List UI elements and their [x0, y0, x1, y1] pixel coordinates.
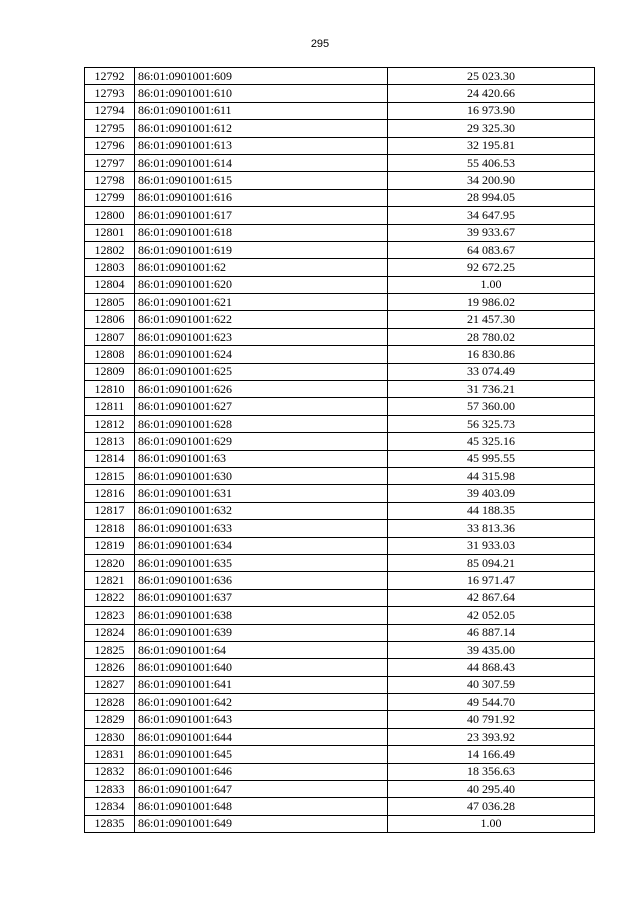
row-number-cell: 12805	[85, 294, 135, 311]
table-row	[85, 624, 595, 641]
row-number-cell: 12817	[85, 502, 135, 519]
cadastral-number-cell: 86:01:0901001:642	[135, 694, 388, 711]
row-number-cell: 12827	[85, 676, 135, 693]
table-row	[85, 433, 595, 450]
cadastral-number-cell: 86:01:0901001:624	[135, 346, 388, 363]
row-number-cell: 12814	[85, 450, 135, 467]
table-row	[85, 172, 595, 189]
table-row	[85, 120, 595, 137]
table-row	[85, 68, 595, 85]
table-row	[85, 381, 595, 398]
cadastral-number-cell: 86:01:0901001:616	[135, 189, 388, 206]
cadastral-number-cell: 86:01:0901001:636	[135, 572, 388, 589]
cadastral-number-cell: 86:01:0901001:635	[135, 554, 388, 571]
cadastral-value-cell: 49 544.70	[388, 694, 595, 711]
row-number-cell: 12824	[85, 624, 135, 641]
row-number-cell: 12798	[85, 172, 135, 189]
cadastral-number-cell: 86:01:0901001:649	[135, 815, 388, 832]
cadastral-value-cell: 55 406.53	[388, 154, 595, 171]
cadastral-number-cell: 86:01:0901001:615	[135, 172, 388, 189]
cadastral-number-cell: 86:01:0901001:640	[135, 659, 388, 676]
row-number-cell: 12806	[85, 311, 135, 328]
cadastral-number-cell: 86:01:0901001:612	[135, 120, 388, 137]
cadastral-number-cell: 86:01:0901001:632	[135, 502, 388, 519]
row-number-cell: 12815	[85, 467, 135, 484]
cadastral-number-cell: 86:01:0901001:648	[135, 798, 388, 815]
row-number-cell: 12797	[85, 154, 135, 171]
table-row	[85, 241, 595, 258]
row-number-cell: 12816	[85, 485, 135, 502]
cadastral-value-cell: 45 325.16	[388, 433, 595, 450]
cadastral-number-cell: 86:01:0901001:622	[135, 311, 388, 328]
table-row	[85, 485, 595, 502]
row-number-cell: 12820	[85, 554, 135, 571]
row-number-cell: 12810	[85, 381, 135, 398]
cadastral-number-cell: 86:01:0901001:613	[135, 137, 388, 154]
row-number-cell: 12792	[85, 68, 135, 85]
cadastral-value-cell: 47 036.28	[388, 798, 595, 815]
cadastral-number-cell: 86:01:0901001:618	[135, 224, 388, 241]
cadastral-value-cell: 40 295.40	[388, 781, 595, 798]
table-row	[85, 676, 595, 693]
cadastral-value-cell: 16 830.86	[388, 346, 595, 363]
cadastral-number-cell: 86:01:0901001:609	[135, 68, 388, 85]
table-row	[85, 502, 595, 519]
cadastral-number-cell: 86:01:0901001:620	[135, 276, 388, 293]
table-row	[85, 554, 595, 571]
cadastral-value-cell: 39 403.09	[388, 485, 595, 502]
cadastral-value-cell: 1.00	[388, 815, 595, 832]
cadastral-value-cell: 44 868.43	[388, 659, 595, 676]
row-number-cell: 12799	[85, 189, 135, 206]
cadastral-value-cell: 24 420.66	[388, 85, 595, 102]
table-row	[85, 363, 595, 380]
table-row	[85, 137, 595, 154]
cadastral-value-cell: 40 307.59	[388, 676, 595, 693]
row-number-cell: 12825	[85, 641, 135, 658]
cadastral-value-cell: 85 094.21	[388, 554, 595, 571]
cadastral-number-cell: 86:01:0901001:629	[135, 433, 388, 450]
row-number-cell: 12833	[85, 781, 135, 798]
table-row	[85, 641, 595, 658]
cadastral-value-cell: 19 986.02	[388, 294, 595, 311]
cadastral-number-cell: 86:01:0901001:627	[135, 398, 388, 415]
table-row	[85, 572, 595, 589]
row-number-cell: 12821	[85, 572, 135, 589]
row-number-cell: 12804	[85, 276, 135, 293]
table-row	[85, 781, 595, 798]
row-number-cell: 12793	[85, 85, 135, 102]
table-row	[85, 763, 595, 780]
table-row	[85, 467, 595, 484]
table-row	[85, 328, 595, 345]
cadastral-value-cell: 33 813.36	[388, 520, 595, 537]
cadastral-number-cell: 86:01:0901001:628	[135, 415, 388, 432]
cadastral-number-cell: 86:01:0901001:630	[135, 467, 388, 484]
table-row	[85, 224, 595, 241]
cadastral-value-cell: 32 195.81	[388, 137, 595, 154]
table-row	[85, 659, 595, 676]
table-row	[85, 311, 595, 328]
row-number-cell: 12794	[85, 102, 135, 119]
cadastral-value-cell: 1.00	[388, 276, 595, 293]
cadastral-value-cell: 16 971.47	[388, 572, 595, 589]
cadastral-value-cell: 64 083.67	[388, 241, 595, 258]
cadastral-value-cell: 33 074.49	[388, 363, 595, 380]
cadastral-value-cell: 39 933.67	[388, 224, 595, 241]
page-number: 295	[310, 38, 330, 50]
cadastral-value-cell: 42 052.05	[388, 607, 595, 624]
cadastral-number-cell: 86:01:0901001:647	[135, 781, 388, 798]
row-number-cell: 12803	[85, 259, 135, 276]
cadastral-value-cell: 44 188.35	[388, 502, 595, 519]
cadastral-number-cell: 86:01:0901001:617	[135, 207, 388, 224]
row-number-cell: 12807	[85, 328, 135, 345]
cadastral-value-cell: 92 672.25	[388, 259, 595, 276]
row-number-cell: 12808	[85, 346, 135, 363]
table-row	[85, 189, 595, 206]
cadastral-number-cell: 86:01:0901001:633	[135, 520, 388, 537]
row-number-cell: 12830	[85, 728, 135, 745]
cadastral-value-cell: 45 995.55	[388, 450, 595, 467]
cadastral-number-cell: 86:01:0901001:619	[135, 241, 388, 258]
table-row	[85, 398, 595, 415]
cadastral-number-cell: 86:01:0901001:643	[135, 711, 388, 728]
table-row	[85, 694, 595, 711]
table-row	[85, 728, 595, 745]
cadastral-value-cell: 34 647.95	[388, 207, 595, 224]
table-row	[85, 207, 595, 224]
cadastral-number-cell: 86:01:0901001:638	[135, 607, 388, 624]
table-body	[85, 68, 595, 833]
cadastral-value-cell: 25 023.30	[388, 68, 595, 85]
cadastral-number-cell: 86:01:0901001:644	[135, 728, 388, 745]
table-row	[85, 294, 595, 311]
cadastral-number-cell: 86:01:0901001:64	[135, 641, 388, 658]
cadastral-value-cell: 40 791.92	[388, 711, 595, 728]
cadastral-value-cell: 23 393.92	[388, 728, 595, 745]
table-row	[85, 450, 595, 467]
row-number-cell: 12809	[85, 363, 135, 380]
row-number-cell: 12813	[85, 433, 135, 450]
row-number-cell: 12832	[85, 763, 135, 780]
cadastral-number-cell: 86:01:0901001:63	[135, 450, 388, 467]
cadastral-number-cell: 86:01:0901001:646	[135, 763, 388, 780]
cadastral-value-cell: 16 973.90	[388, 102, 595, 119]
cadastral-number-cell: 86:01:0901001:611	[135, 102, 388, 119]
table-row	[85, 520, 595, 537]
table-row	[85, 537, 595, 554]
row-number-cell: 12834	[85, 798, 135, 815]
cadastral-value-cell: 18 356.63	[388, 763, 595, 780]
cadastral-value-cell: 39 435.00	[388, 641, 595, 658]
table-row	[85, 102, 595, 119]
table-row	[85, 607, 595, 624]
cadastral-value-cell: 28 994.05	[388, 189, 595, 206]
row-number-cell: 12796	[85, 137, 135, 154]
cadastral-value-cell: 42 867.64	[388, 589, 595, 606]
row-number-cell: 12829	[85, 711, 135, 728]
cadastral-value-cell: 56 325.73	[388, 415, 595, 432]
cadastral-value-cell: 14 166.49	[388, 746, 595, 763]
cadastral-number-cell: 86:01:0901001:641	[135, 676, 388, 693]
cadastral-value-cell: 44 315.98	[388, 467, 595, 484]
table-row	[85, 711, 595, 728]
cadastral-number-cell: 86:01:0901001:626	[135, 381, 388, 398]
row-number-cell: 12828	[85, 694, 135, 711]
cadastral-value-cell: 31 736.21	[388, 381, 595, 398]
table-row	[85, 746, 595, 763]
row-number-cell: 12812	[85, 415, 135, 432]
table-row	[85, 346, 595, 363]
row-number-cell: 12822	[85, 589, 135, 606]
table-row	[85, 798, 595, 815]
cadastral-value-cell: 28 780.02	[388, 328, 595, 345]
cadastral-number-cell: 86:01:0901001:637	[135, 589, 388, 606]
cadastral-value-cell: 31 933.03	[388, 537, 595, 554]
cadastral-value-cell: 29 325.30	[388, 120, 595, 137]
cadastral-number-cell: 86:01:0901001:639	[135, 624, 388, 641]
cadastral-number-cell: 86:01:0901001:625	[135, 363, 388, 380]
cadastral-number-cell: 86:01:0901001:634	[135, 537, 388, 554]
row-number-cell: 12823	[85, 607, 135, 624]
cadastral-number-cell: 86:01:0901001:623	[135, 328, 388, 345]
cadastral-value-cell: 46 887.14	[388, 624, 595, 641]
cadastral-value-table	[84, 67, 595, 833]
cadastral-value-cell: 21 457.30	[388, 311, 595, 328]
row-number-cell: 12826	[85, 659, 135, 676]
cadastral-number-cell: 86:01:0901001:62	[135, 259, 388, 276]
row-number-cell: 12818	[85, 520, 135, 537]
table-row	[85, 276, 595, 293]
table-row	[85, 154, 595, 171]
cadastral-number-cell: 86:01:0901001:645	[135, 746, 388, 763]
table-row	[85, 415, 595, 432]
row-number-cell: 12801	[85, 224, 135, 241]
cadastral-number-cell: 86:01:0901001:614	[135, 154, 388, 171]
row-number-cell: 12835	[85, 815, 135, 832]
table-row	[85, 815, 595, 832]
cadastral-number-cell: 86:01:0901001:610	[135, 85, 388, 102]
cadastral-number-cell: 86:01:0901001:621	[135, 294, 388, 311]
row-number-cell: 12800	[85, 207, 135, 224]
cadastral-number-cell: 86:01:0901001:631	[135, 485, 388, 502]
cadastral-value-cell: 34 200.90	[388, 172, 595, 189]
row-number-cell: 12802	[85, 241, 135, 258]
row-number-cell: 12811	[85, 398, 135, 415]
row-number-cell: 12831	[85, 746, 135, 763]
table-row	[85, 85, 595, 102]
row-number-cell: 12795	[85, 120, 135, 137]
table-row	[85, 259, 595, 276]
table-row	[85, 589, 595, 606]
cadastral-value-cell: 57 360.00	[388, 398, 595, 415]
row-number-cell: 12819	[85, 537, 135, 554]
